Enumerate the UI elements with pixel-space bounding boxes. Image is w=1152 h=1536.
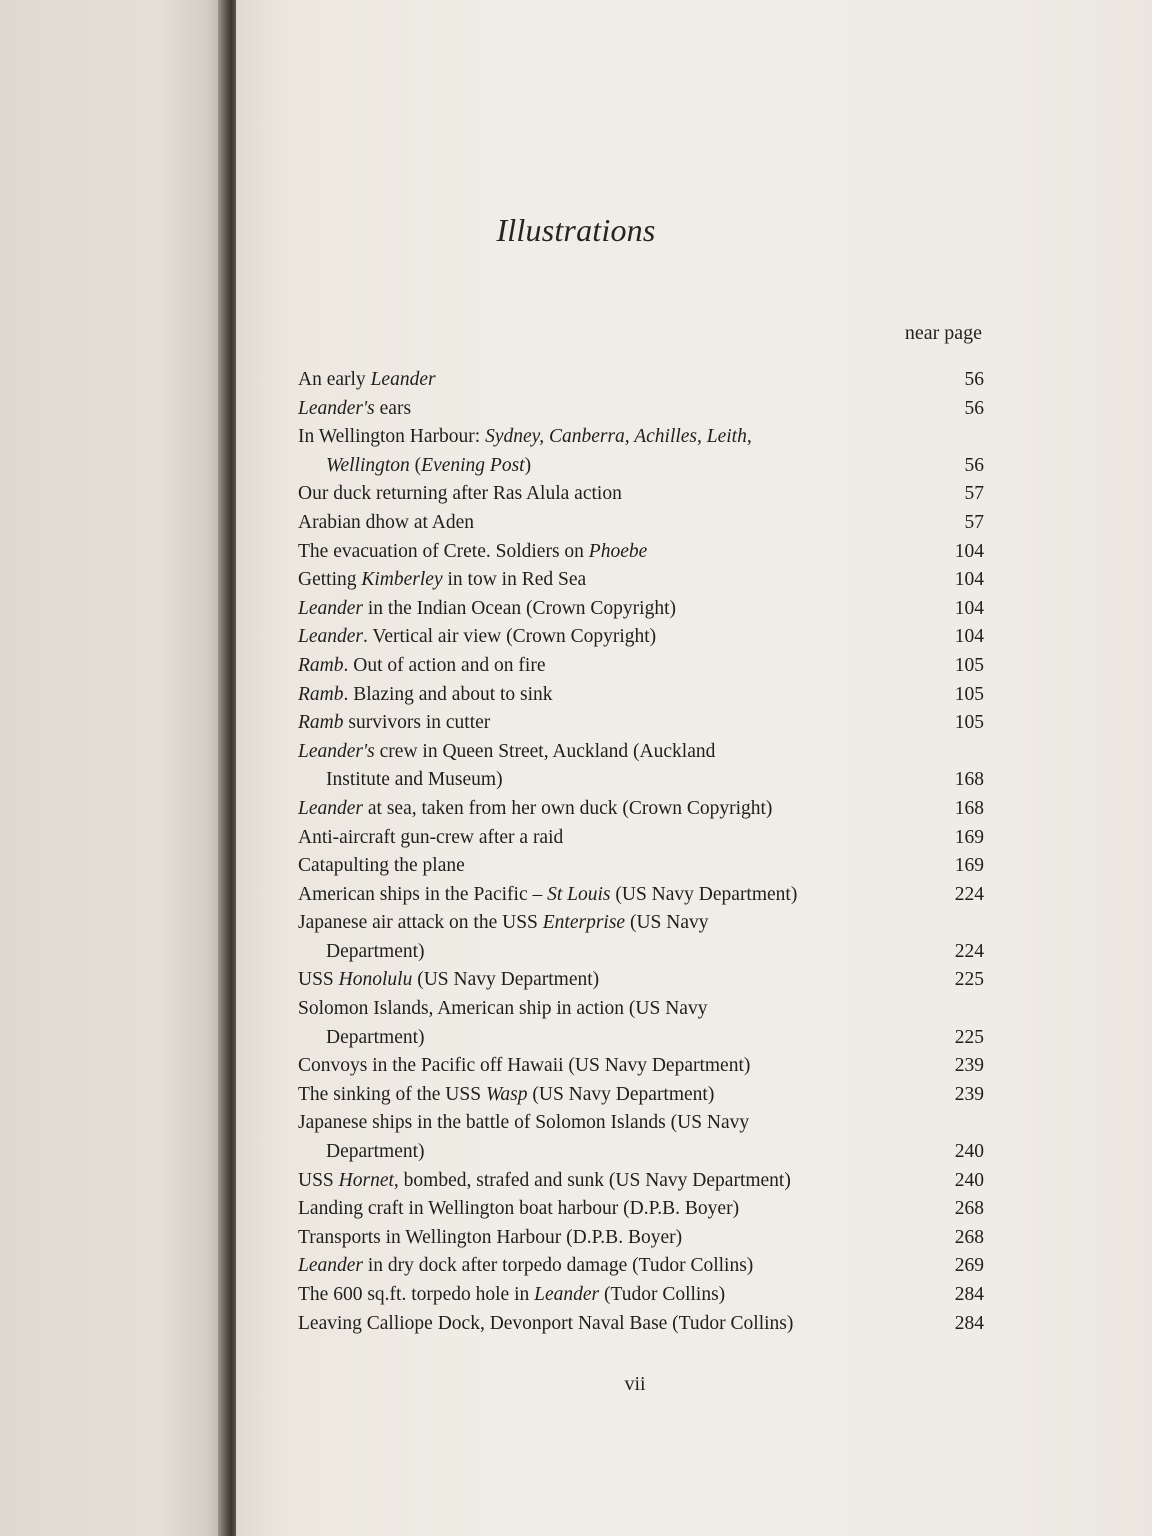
illustration-page-number: 224 bbox=[954, 883, 984, 905]
illustration-caption: The sinking of the USS Wasp (US Navy Department) bbox=[298, 1083, 715, 1105]
illustration-page-number: 240 bbox=[954, 1141, 984, 1163]
illustration-page-number: 268 bbox=[954, 1198, 984, 1220]
illustration-entry bbox=[298, 1109, 984, 1166]
illustration-entry bbox=[298, 1224, 984, 1253]
illustration-caption: Japanese air attack on the USS Enterprise (US Navy Department) bbox=[298, 912, 709, 962]
illustration-entry bbox=[298, 1310, 984, 1339]
illustration-page-number: 225 bbox=[954, 1026, 984, 1048]
illustration-page-number: 56 bbox=[964, 397, 984, 419]
illustrations-list bbox=[298, 366, 984, 1338]
illustration-caption: Ramb. Out of action and on fire bbox=[298, 654, 546, 676]
illustration-page-number: 169 bbox=[954, 855, 984, 877]
illustration-entry bbox=[298, 366, 984, 395]
illustration-caption: The 600 sq.ft. torpedo hole in Leander (Tudor Collins) bbox=[298, 1284, 726, 1305]
illustration-entry bbox=[298, 623, 984, 652]
illustration-caption: Transports in Wellington Harbour (D.P.B. Boyer) bbox=[298, 1226, 683, 1248]
illustration-caption: The evacuation of Crete. Soldiers on Phoebe bbox=[298, 540, 648, 562]
illustration-caption: Catapulting the plane bbox=[298, 855, 465, 877]
illustration-caption: Japanese ships in the battle of Solomon Islands (US Navy Department) bbox=[298, 1112, 750, 1163]
illustration-entry bbox=[298, 1252, 984, 1281]
illustration-entry bbox=[298, 423, 984, 480]
illustration-page-number: 105 bbox=[954, 683, 984, 705]
illustration-entry bbox=[298, 709, 984, 738]
illustration-entry bbox=[298, 652, 984, 681]
illustration-page-number: 57 bbox=[964, 483, 984, 505]
illustration-page-number: 284 bbox=[954, 1312, 984, 1334]
illustration-caption: Leander in the Indian Ocean (Crown Copyright) bbox=[298, 597, 677, 619]
illustration-page-number: 105 bbox=[954, 654, 984, 676]
illustration-entry bbox=[298, 909, 984, 966]
illustration-page-number: 268 bbox=[954, 1226, 984, 1248]
illustration-caption: In Wellington Harbour: Sydney, Canberra, Achilles, Leith, Wellington (Evening Post) bbox=[298, 426, 752, 476]
illustration-caption: USS Honolulu (US Navy Department) bbox=[298, 969, 600, 991]
illustration-page-number: 224 bbox=[954, 940, 984, 962]
illustration-entry bbox=[298, 538, 984, 567]
illustration-page-number: 284 bbox=[954, 1284, 984, 1305]
page-number: vii bbox=[624, 1373, 646, 1395]
illustration-caption: Ramb. Blazing and about to sink bbox=[298, 683, 553, 705]
illustration-page-number: 269 bbox=[954, 1255, 984, 1277]
illustration-page-number: 240 bbox=[954, 1169, 984, 1191]
illustration-entry bbox=[298, 1081, 984, 1110]
illustration-entry bbox=[298, 395, 984, 424]
illustration-entry bbox=[298, 824, 984, 853]
illustration-caption: Leander at sea, taken from her own duck (Crown Copyright) bbox=[298, 797, 773, 819]
illustration-caption: Arabian dhow at Aden bbox=[298, 511, 474, 533]
illustration-page-number: 104 bbox=[954, 540, 984, 562]
illustration-page-number: 57 bbox=[964, 511, 984, 533]
illustration-caption: Leander. Vertical air view (Crown Copyright) bbox=[298, 626, 657, 648]
illustration-page-number: 239 bbox=[954, 1083, 984, 1105]
illustration-entry bbox=[298, 509, 984, 538]
illustration-caption: Leander's crew in Queen Street, Auckland (Auckland Institute and Museum) bbox=[298, 740, 716, 791]
column-header: near page bbox=[904, 322, 982, 344]
illustration-caption: Our duck returning after Ras Alula action bbox=[298, 483, 622, 505]
illustration-page-number: 104 bbox=[954, 597, 984, 619]
illustration-caption: Landing craft in Wellington boat harbour (D.P.B. Boyer) bbox=[298, 1198, 740, 1220]
illustration-entry bbox=[298, 566, 984, 595]
illustration-page-number: 104 bbox=[954, 569, 984, 591]
illustration-caption: Leander in dry dock after torpedo damage (Tudor Collins) bbox=[298, 1255, 754, 1277]
illustration-entry bbox=[298, 681, 984, 710]
illustration-entry bbox=[298, 966, 984, 995]
illustration-caption: Ramb survivors in cutter bbox=[298, 712, 491, 734]
illustration-caption: Leaving Calliope Dock, Devonport Naval Base (Tudor Collins) bbox=[298, 1312, 794, 1334]
illustration-entry bbox=[298, 480, 984, 509]
illustration-entry bbox=[298, 595, 984, 624]
illustration-page-number: 168 bbox=[954, 769, 984, 791]
illustration-page-number: 168 bbox=[954, 797, 984, 819]
illustration-entry bbox=[298, 852, 984, 881]
page-title: Illustrations bbox=[496, 212, 656, 248]
illustration-page-number: 239 bbox=[954, 1055, 984, 1077]
illustration-entry bbox=[298, 1281, 984, 1310]
illustration-caption: Anti-aircraft gun-crew after a raid bbox=[298, 826, 564, 848]
illustration-entry bbox=[298, 1052, 984, 1081]
illustration-caption: Leander's ears bbox=[298, 397, 412, 419]
illustration-caption: Solomon Islands, American ship in action (US Navy Department) bbox=[298, 998, 708, 1048]
illustration-entry bbox=[298, 995, 984, 1052]
illustration-page-number: 104 bbox=[954, 626, 984, 648]
illustration-entry bbox=[298, 881, 984, 910]
illustration-caption: An early Leander bbox=[298, 369, 436, 390]
illustration-page-number: 169 bbox=[954, 826, 984, 848]
illustration-entry bbox=[298, 795, 984, 824]
illustration-caption: Getting Kimberley in tow in Red Sea bbox=[298, 569, 587, 591]
illustration-caption: American ships in the Pacific – St Louis (US Navy Department) bbox=[298, 883, 798, 905]
illustration-entry bbox=[298, 738, 984, 795]
illustration-page-number: 105 bbox=[954, 712, 984, 734]
illustration-page-number: 56 bbox=[964, 369, 984, 390]
illustration-entry bbox=[298, 1167, 984, 1196]
illustration-page-number: 56 bbox=[964, 454, 984, 476]
illustration-caption: USS Hornet, bombed, strafed and sunk (US Navy Department) bbox=[298, 1169, 791, 1191]
illustration-entry bbox=[298, 1195, 984, 1224]
illustration-caption: Convoys in the Pacific off Hawaii (US Navy Department) bbox=[298, 1055, 751, 1077]
illustration-page-number: 225 bbox=[954, 969, 984, 991]
